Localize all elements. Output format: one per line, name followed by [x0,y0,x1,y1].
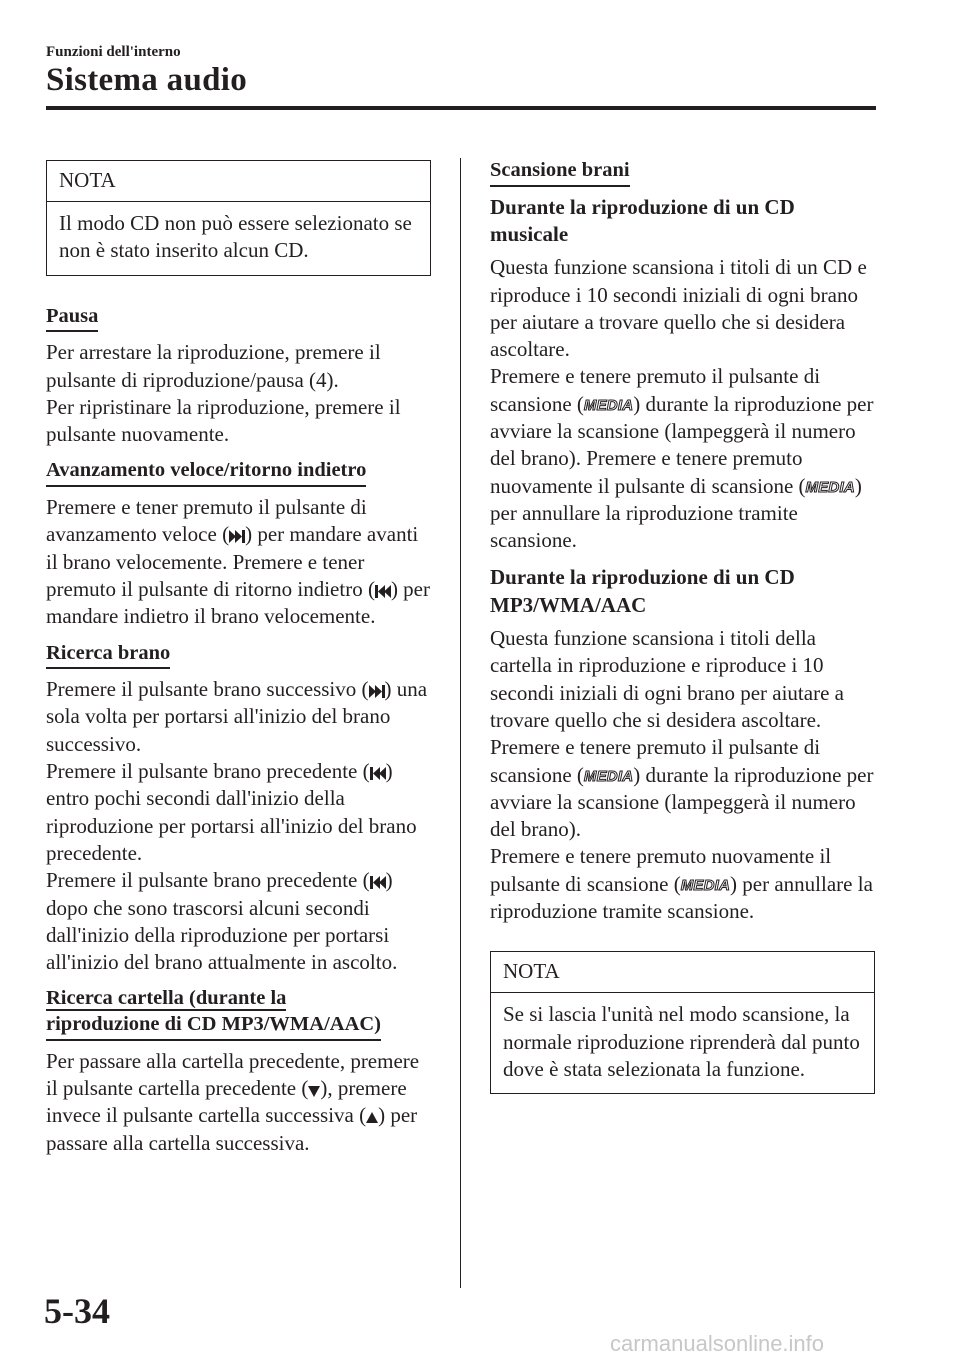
right-column [490,158,875,1122]
page-title: Sistema audio [46,62,248,98]
left-column [46,160,431,1167]
watermark: carmanualsonline.info [610,1331,825,1356]
heading-avanzamento: Avanzamento veloce/ritorno indietro [46,458,366,487]
paragraph: Questa funzione scansiona i titoli della cartella in riproduzione e riproduce i 10 secondi iniziali di ogni brano per aiutare a trovare quello che si desidera ascoltare. Premere e tenere premuto il pulsante di scansione (MEDIA) durante la riproduzione per avviare la scansione (lampeggerà il numero del brano). Premere e tenere premuto nuovamente il pulsante di scansione (MEDIA) per annullare la riproduzione tramite scansione. [490,626,874,924]
note-text: Il modo CD non può essere selezionato se non è stato inserito alcun CD. [59,211,412,263]
note-box [490,951,875,1094]
previous-track-icon [370,767,386,780]
heading-ricerca-cartella-line2: riproduzione di CD MP3/WMA/AAC) [46,1012,381,1041]
heading-pausa: Pausa [46,304,98,333]
rewind-icon [375,585,391,598]
paragraph: Per passare alla cartella precedente, premere il pulsante cartella precedente ( ), premere invece il pulsante cartella successiva ( ) per passare alla cartella successiva. [46,1048,420,1155]
paragraph: Premere e tener premuto il pulsante di avanzamento veloce ( ) per mandare avanti il brano velocemente. Premere e tener premuto il pulsante di ritorno indietro ( ) per mandare indietro il brano velocemente. [46,495,430,629]
title-rule [46,106,876,110]
paragraph: Premere il pulsante brano successivo ( ) una sola volta per portarsi all'inizio del brano successivo. Premere il pulsante brano precedente ( ) entro pochi secondi dall'inizio della riproduzione per portarsi all'inizio del brano precedente. Premere il pulsante brano precedente ( ) dopo che sono trascorsi alcuni secondi dall'inizio della riproduzione per portarsi all'inizio del brano attualmente in ascolto. [46,677,428,975]
subheading: Durante la riproduzione di un CD musicale [490,194,795,246]
section-label: Funzioni dell'interno [46,44,181,60]
previous-track-icon [370,876,386,889]
media-icon: MEDIA [583,767,634,785]
media-icon: MEDIA [805,478,855,496]
folder-up-icon [366,1112,378,1124]
note-box [46,160,431,276]
column-divider [460,158,461,1288]
subheading: Durante la riproduzione di un CD MP3/WMA/AAC [490,565,795,617]
heading-ricerca-cartella: Ricerca cartella (durante la [46,987,287,1010]
media-icon: MEDIA [680,876,731,894]
note-text: Se si lascia l'unità nel modo scansione, la normale riproduzione riprenderà dal punto dove è stata selezionata la funzione. [503,1002,860,1081]
folder-down-icon [308,1085,320,1097]
next-track-icon [369,685,385,698]
heading-scansione: Scansione brani [490,158,630,187]
fast-forward-icon [229,530,245,543]
page-number: 5-34 [44,1291,110,1331]
paragraph: Per arrestare la riproduzione, premere il pulsante di riproduzione/pausa (4). Per ripristinare la riproduzione, premere il pulsante nuovamente. [46,340,401,447]
media-icon: MEDIA [583,396,634,414]
note-label: NOTA [491,952,874,993]
note-label: NOTA [47,161,430,202]
paragraph: Questa funzione scansiona i titoli di un CD e riproduce i 10 secondi iniziali di ogni brano per aiutare a trovare quello che si desidera ascoltare. Premere e tenere premuto il pulsante di scansione (MEDIA) durante la riproduzione per avviare la scansione (lampeggerà il numero del brano). Premere e tenere premuto nuovamente il pulsante di scansione (MEDIA) per annullare la riproduzione tramite scansione. [490,255,874,553]
heading-ricerca-brano: Ricerca brano [46,641,170,670]
